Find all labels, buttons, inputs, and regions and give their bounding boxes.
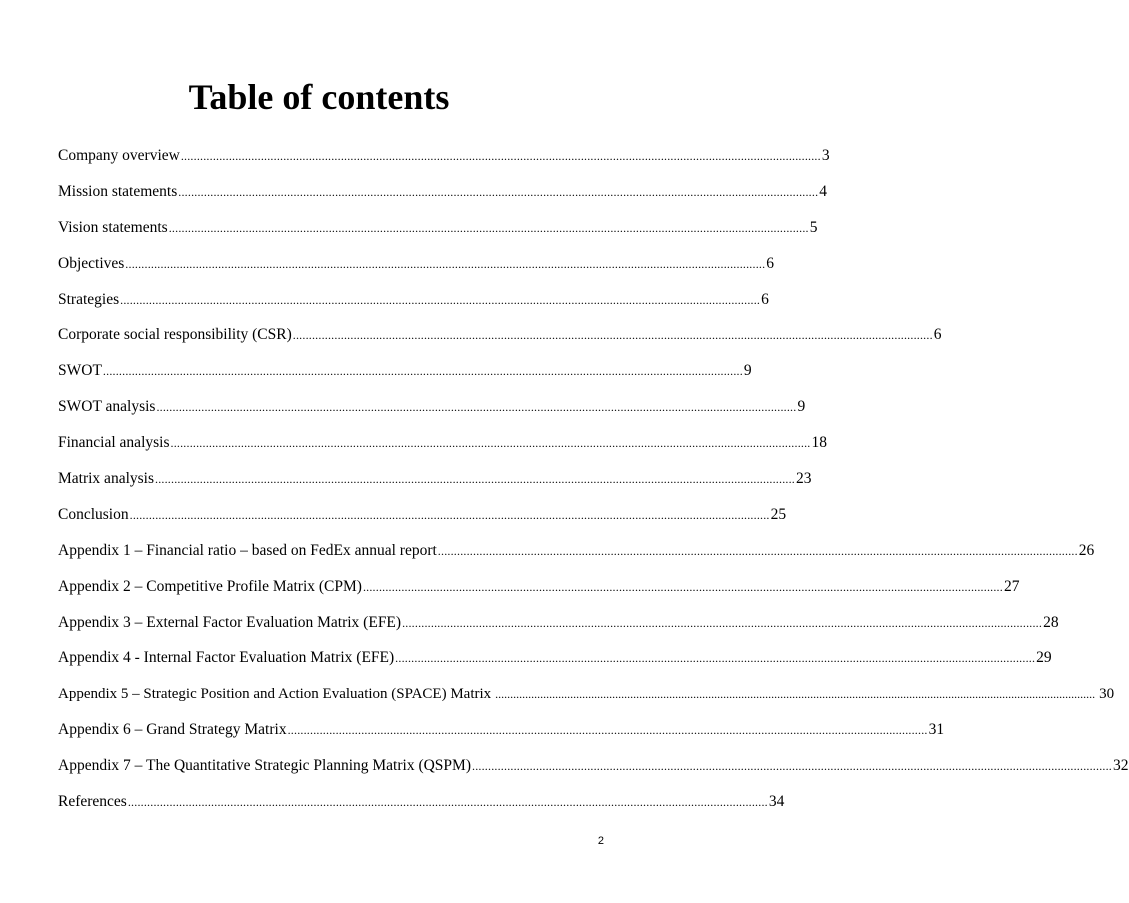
toc-entry[interactable] <box>58 286 769 322</box>
toc-entry-label: Vision statements <box>58 218 168 236</box>
toc-entry-page: 23 <box>796 470 812 488</box>
toc-entry[interactable] <box>58 393 806 429</box>
dot-leader: ........................................................................................................................................................................................................ <box>125 256 766 271</box>
toc-entry[interactable] <box>58 609 1059 645</box>
dot-leader: ........................................................................................................................................................................................................ <box>472 759 1112 774</box>
dot-leader: ........................................................................................................................................................................................................ <box>170 436 811 451</box>
toc-entry-page: 29 <box>1036 649 1052 667</box>
toc-entry-page: 6 <box>933 326 942 344</box>
toc-entry-page: 25 <box>770 505 787 523</box>
toc-entry-label: SWOT <box>58 362 102 380</box>
toc-entry[interactable] <box>58 788 785 824</box>
page-title: Table of contents <box>188 77 450 117</box>
dot-leader: ........................................................................................................................................................................................................ <box>180 149 821 163</box>
toc-entry-label: Appendix 1 – Financial ratio – based on FedEx annual report <box>58 541 437 559</box>
dot-leader: ........................................................................................................................................................................................................ <box>178 184 819 199</box>
toc-entry-label: Strategies <box>58 290 120 308</box>
dot-leader: ........................................................................................................................................................................................................ <box>402 615 1043 630</box>
dot-leader: ........................................................................................................................................................................................................ <box>362 579 1003 594</box>
toc-entry-page: 18 <box>811 434 827 452</box>
toc-entry[interactable] <box>58 752 1129 788</box>
toc-entry[interactable] <box>58 429 827 465</box>
toc-entry-page: 9 <box>797 398 806 416</box>
toc-entry[interactable] <box>58 321 942 357</box>
toc-entry-page: 6 <box>766 254 775 272</box>
dot-leader: ........................................................................................................................................................................................................ <box>156 400 797 415</box>
toc-entry[interactable] <box>58 573 1020 609</box>
toc-entry-page: 4 <box>819 182 828 200</box>
toc-entry[interactable] <box>58 357 752 393</box>
toc-entry[interactable] <box>58 537 1095 573</box>
toc-entry-label: Appendix 4 - Internal Factor Evaluation Matrix (EFE) <box>58 649 395 667</box>
toc-entry-label: Company overview <box>58 147 180 164</box>
dot-leader: ........................................................................................................................................................................................................ <box>127 795 768 810</box>
toc-entry-page: 6 <box>761 290 769 308</box>
toc-entry-label: Appendix 7 – The Quantitative Strategic Planning Matrix (QSPM) <box>58 757 471 775</box>
toc-entry-label: Appendix 5 – Strategic Position and Action Evaluation (SPACE) Matrix <box>58 686 492 703</box>
dot-leader: ........................................................................................................................................................................................................ <box>287 723 928 738</box>
toc-entry-page: 9 <box>743 362 752 380</box>
toc-entry-page: 5 <box>809 218 818 236</box>
page-number: 2 <box>597 835 604 847</box>
toc-entry[interactable] <box>58 214 818 250</box>
toc-entry-label: Conclusion <box>58 505 129 523</box>
toc-entry[interactable] <box>58 501 787 537</box>
toc-entry[interactable] <box>58 465 812 501</box>
toc-entry-page: 32 <box>1113 757 1129 775</box>
toc-entry-page: 28 <box>1043 613 1059 631</box>
toc-entry[interactable] <box>58 716 945 752</box>
toc-entry-label: References <box>58 793 127 811</box>
dot-leader: ........................................................................................................................................................................................................ <box>102 364 743 379</box>
toc-entry-label: Objectives <box>58 254 125 272</box>
toc-entry[interactable] <box>58 250 775 286</box>
toc-entry-page: 34 <box>768 793 785 811</box>
toc-entry-label: Appendix 6 – Grand Strategy Matrix <box>58 721 287 739</box>
toc-entry-label: Corporate social responsibility (CSR) <box>58 326 292 344</box>
dot-leader: ........................................................................................................................................................................................................ <box>168 220 809 235</box>
dot-leader: ........................................................................................................................................................................................................ <box>129 507 770 522</box>
toc-entry-label: Matrix analysis <box>58 470 154 488</box>
table-of-contents <box>58 142 1129 824</box>
dot-leader: ........................................................................................................................................................................................................ <box>395 651 1036 666</box>
dot-leader: ........................................................................................................................................................................................................ <box>292 328 933 343</box>
toc-entry-page: 3 <box>821 147 830 164</box>
toc-entry[interactable] <box>58 644 1052 680</box>
toc-entry[interactable] <box>58 142 830 178</box>
toc-entry-page: 27 <box>1003 577 1020 595</box>
toc-entry-label: Mission statements <box>58 182 178 200</box>
toc-entry-label: Appendix 3 – External Factor Evaluation Matrix (EFE) <box>58 613 402 631</box>
toc-entry-label: SWOT analysis <box>58 398 156 416</box>
toc-entry-page: 30 <box>1099 686 1115 703</box>
dot-leader: ........................................................................................................................................................................................................ <box>120 292 761 307</box>
toc-entry-page: 31 <box>928 721 945 739</box>
dot-leader: ........................................................................................................................................................................................................ <box>437 543 1078 558</box>
toc-entry[interactable] <box>58 178 828 214</box>
toc-entry-label: Appendix 2 – Competitive Profile Matrix (CPM) <box>58 577 362 595</box>
dot-leader: ........................................................................................................................................................................................................ <box>155 472 795 487</box>
toc-entry-label: Financial analysis <box>58 434 170 452</box>
dot-leader: ........................................................................................................................................................................................................ <box>495 687 1096 702</box>
toc-entry[interactable] <box>58 680 1115 716</box>
toc-entry-page: 26 <box>1078 541 1095 559</box>
